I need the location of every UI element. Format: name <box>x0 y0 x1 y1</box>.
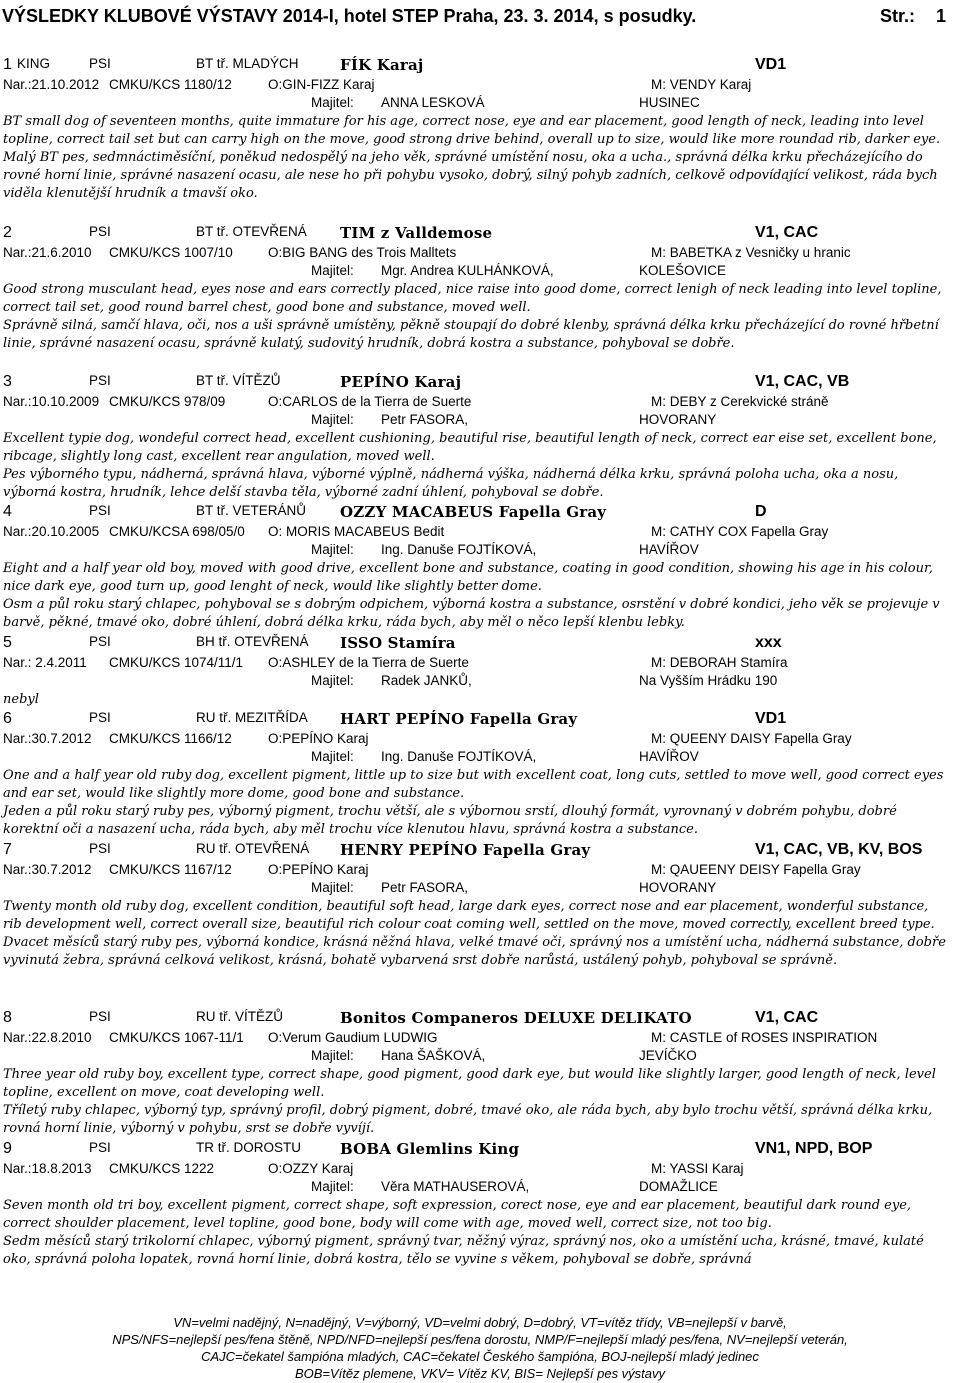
entry-title-row <box>3 56 955 77</box>
father-name: O:ASHLEY de la Tierra de Suerte <box>268 655 469 670</box>
registration-number: CMKU/KCS 1166/12 <box>109 731 232 746</box>
legend <box>0 1314 960 1382</box>
catalog-number: 4 <box>3 503 12 520</box>
dog-entry <box>3 710 955 839</box>
critique-czech: Správně silná, samčí hlava, oči, nos a uši správně umístěny, pěkně stoupají do dobré klenby, správná délka krku přecházející do rovné hřbetní linie, správné nasazení ocasu, správně kulatý, sudovitý hrudník, dobrá kostra a substance, pohyboval se dobře. <box>3 318 939 351</box>
critique-czech: Osm a půl roku starý chlapec, pohyboval se s dobrým odpichem, výborná kostra a substance, osrstění v dobré kondici, jeho věk se projevuje v barvě, pěkné, tmavé oko, dobré úhlení, dobrá délka krku, ráda bych, aby měl o něco lepší klenbu lebky. <box>3 597 940 630</box>
owner-place: HAVÍŘOV <box>639 749 699 764</box>
award-label: D <box>755 503 767 520</box>
owner-label: Majitel: <box>311 749 354 764</box>
entry-owner-row <box>3 542 955 560</box>
sex-label: KING <box>17 56 51 71</box>
owner-place: KOLEŠOVICE <box>639 263 727 278</box>
catalog-number: 3 <box>3 373 12 390</box>
owner-label: Majitel: <box>311 1048 354 1063</box>
class-label: RU tř. MEZITŘÍDA <box>196 710 308 725</box>
owner-name: Ing. Danuše FOJTÍKOVÁ, <box>381 749 537 764</box>
owner-name: Věra MATHAUSEROVÁ, <box>381 1179 530 1194</box>
dog-entry <box>3 634 955 709</box>
registration-number: CMKU/KCS 1180/12 <box>109 77 232 92</box>
dog-name: FÍK Karaj <box>340 56 424 74</box>
entry-pedigree-row <box>3 77 955 95</box>
owner-place: HAVÍŘOV <box>639 542 699 557</box>
registration-number: CMKU/KCS 1067-11/1 <box>109 1030 244 1045</box>
birth-date: Nar.:22.8.2010 <box>3 1030 92 1045</box>
class-label: BT tř. VÍTĚZŮ <box>196 373 281 388</box>
father-name: O:OZZY Karaj <box>268 1161 354 1176</box>
dog-entry <box>3 1140 955 1269</box>
dog-entry <box>3 841 955 970</box>
award-label: V1, CAC, VB, KV, BOS <box>755 841 923 858</box>
class-label: BT tř. MLADÝCH <box>196 56 299 71</box>
breed-label: PSI <box>89 634 111 649</box>
entry-owner-row <box>3 880 955 898</box>
owner-label: Majitel: <box>311 1179 354 1194</box>
critique-czech: Pes výborného typu, nádherná, správná hlava, výborné výplně, nádherná výška, nádherná délka krku, správná poloha ucha, oka a nosu, výborná kostra, hrudník, lehce delší stavba těla, výborné zadní úhlení, pohyboval se dobře. <box>3 467 899 500</box>
catalog-number: 5 <box>3 634 12 651</box>
critique-czech: Malý BT pes, sedmnáctiměsíční, poněkud nedospělý na jeho věk, správné umístění nosu, oka a ucha., správná délka krku přecházejícího do rovné horní linie, správné nasazení ocasu, ale nese ho při pohybu vysoko, dobrý, silný pohyb zadních, celkově odpovídající velikost, ráda bych viděla klenutější hrudník a tmavší oko. <box>3 150 938 201</box>
birth-date: Nar.:20.10.2005 <box>3 524 100 539</box>
award-label: VN1, NPD, BOP <box>755 1140 873 1157</box>
birth-date: Nar.:18.8.2013 <box>3 1161 92 1176</box>
entry-pedigree-row <box>3 245 955 263</box>
entry-title-row <box>3 1140 955 1161</box>
entry-title-row <box>3 373 955 394</box>
registration-number: CMKU/KCS 1222 <box>109 1161 215 1176</box>
dog-entry <box>3 56 955 203</box>
entry-owner-row <box>3 1179 955 1197</box>
owner-place: HOVORANY <box>639 880 717 895</box>
entry-pedigree-row <box>3 524 955 542</box>
class-label: BT tř. VETERÁNŮ <box>196 503 307 518</box>
legend-line: NPS/NFS=nejlepší pes/fena štěně, NPD/NFD=nejlepší pes/fena dorostu, NMP/F=nejlepší mladý pes/fena, NV=nejlepší veterán, <box>112 1332 848 1347</box>
dog-entry <box>3 224 955 353</box>
registration-number: CMKU/KCS 1007/10 <box>109 245 233 260</box>
class-label: BT tř. OTEVŘENÁ <box>196 224 307 239</box>
birth-date: Nar.:21.6.2010 <box>3 245 92 260</box>
entry-title-row <box>3 503 955 524</box>
catalog-number: 9 <box>3 1140 12 1157</box>
critique-english: Seven month old tri boy, excellent pigment, correct shape, soft expression, corect nose, eye and ear placement, beautiful dark round eye, correct shoulder placement, level topline, good bone, body will come with age, moved well, correct size, not too big. <box>3 1198 912 1231</box>
registration-number: CMKU/KCS 1167/12 <box>109 862 232 877</box>
mother-name: M: YASSI Karaj <box>651 1161 744 1176</box>
critique-english: Three year old ruby boy, excellent type, correct shape, good pigment, good dark eye, but would like slightly larger, good length of neck, level topline, excellent on move, coat developing well. <box>3 1067 936 1100</box>
dog-name: PEPÍNO Karaj <box>340 373 462 391</box>
birth-date: Nar.:10.10.2009 <box>3 394 100 409</box>
entry-title-row <box>3 634 955 655</box>
birth-date: Nar.:30.7.2012 <box>3 862 92 877</box>
class-label: RU tř. OTEVŘENÁ <box>196 841 310 856</box>
breed-label: PSI <box>89 56 111 71</box>
father-name: O:PEPÍNO Karaj <box>268 862 369 877</box>
catalog-number: 2 <box>3 224 12 241</box>
critique-english: Excellent typie dog, wondeful correct head, excellent cushioning, beautiful rise, beautiful length of neck, correct ear eise set, excellent bone, ribcage, slightly long cast, excellent rear angulation, moved well. <box>3 431 937 464</box>
entry-title-row <box>3 1009 955 1030</box>
award-label: VD1 <box>755 56 787 73</box>
entry-pedigree-row <box>3 394 955 412</box>
birth-date: Nar.:30.7.2012 <box>3 731 92 746</box>
award-label: VD1 <box>755 710 787 727</box>
entry-owner-row <box>3 673 955 691</box>
owner-name: Petr FASORA, <box>381 880 469 895</box>
critique-english: Eight and a half year old boy, moved with good drive, excellent bone and substance, coating in good condition, showing his age in his colour, nice dark eye, good turn up, good lenght of neck, would like slightly better dome. <box>3 561 933 594</box>
dog-name: BOBA Glemlins King <box>340 1140 520 1158</box>
catalog-number: 6 <box>3 710 12 727</box>
award-label: V1, CAC <box>755 1009 819 1026</box>
critique-czech: Jeden a půl roku starý ruby pes, výborný pigment, trochu větší, ale s výbornou srstí, dlouhý formát, vyrovnaný v dobrém pohybu, dobré korektní oči a nasazení ucha, ráda bych, aby měl trochu více klenutou hlavu, správná kostra a substance. <box>3 804 897 837</box>
entry-title-row <box>3 710 955 731</box>
owner-name: Petr FASORA, <box>381 412 469 427</box>
entry-pedigree-row <box>3 1030 955 1048</box>
breed-label: PSI <box>89 503 111 518</box>
critique-czech: Sedm měsíců starý trikolorní chlapec, výborný pigment, správný tvar, něžný výraz, správný nos, oko a umístění ucha, krásné, tmavé, kulaté oko, správná poloha lopatek, rovná horní linie, dobrá kostra, tělo se vyvine s věkem, pohyboval se dobře, správná <box>3 1234 924 1267</box>
mother-name: M: VENDY Karaj <box>651 77 752 92</box>
entry-owner-row <box>3 749 955 767</box>
owner-name: Hana ŠAŠKOVÁ, <box>381 1048 486 1063</box>
breed-label: PSI <box>89 373 111 388</box>
father-name: O:GIN-FIZZ Karaj <box>268 77 375 92</box>
father-name: O:BIG BANG des Trois Malltets <box>268 245 457 260</box>
owner-place: DOMAŽLICE <box>639 1179 718 1194</box>
catalog-number: 7 <box>3 841 12 858</box>
critique-english: Good strong musculant head, eyes nose and ears correctly placed, nice raise into good dome, correct lenigh of neck leading into level topline, correct tail set, good round barrel chest, good bone and substance, moved well. <box>3 282 942 315</box>
entry-owner-row <box>3 1048 955 1066</box>
class-label: TR tř. DOROSTU <box>196 1140 301 1155</box>
page-title: VÝSLEDKY KLUBOVÉ VÝSTAVY 2014-I, hotel STEP Praha, 23. 3. 2014, s posudky. <box>2 6 697 26</box>
owner-label: Majitel: <box>311 412 354 427</box>
entry-owner-row <box>3 412 955 430</box>
owner-label: Majitel: <box>311 673 354 688</box>
dog-entry <box>3 1009 955 1138</box>
owner-place: Na Vyšším Hrádku 190 <box>639 673 778 688</box>
owner-place: HUSINEC <box>639 95 700 110</box>
critique-english: BT small dog of seventeen months, quite immature for his age, correct nose, eye and ear placement, good length of neck, leading into level topline, correct tail set but can carry high on the move, good strong drive behind, overall up to size, would like more roundad rib, darker eye. <box>3 114 941 147</box>
dog-entry <box>3 373 955 502</box>
owner-label: Majitel: <box>311 95 354 110</box>
entry-pedigree-row <box>3 1161 955 1179</box>
owner-name: Ing. Danuše FOJTÍKOVÁ, <box>381 542 537 557</box>
entry-pedigree-row <box>3 862 955 880</box>
page-header <box>2 6 954 32</box>
mother-name: M: DEBORAH Stamíra <box>651 655 788 670</box>
breed-label: PSI <box>89 710 111 725</box>
class-label: RU tř. VÍTĚZŮ <box>196 1009 283 1024</box>
page-number: 1 <box>936 6 947 26</box>
registration-number: CMKU/KCS 1074/11/1 <box>109 655 244 670</box>
catalog-number: 1 <box>3 56 12 73</box>
critique-english: One and a half year old ruby dog, excellent pigment, little up to size but with excellent coat, long cuts, settled to move well, good correct eyes and ear set, would like slightly more dome, good bone and substance. <box>3 768 944 801</box>
owner-place: HOVORANY <box>639 412 717 427</box>
entry-pedigree-row <box>3 655 955 673</box>
critique-czech: Tříletý ruby chlapec, výborný typ, správný profil, dobrý pigment, dobré, tmavé oko, ale ráda bych, aby bylo trochu větší, správná délka krku, rovná horní linie, výborný v pohybu, srst se dobře vyvíjí. <box>3 1103 933 1136</box>
mother-name: M: BABETKA z Vesničky u hranic <box>651 245 851 260</box>
owner-label: Majitel: <box>311 880 354 895</box>
entry-owner-row <box>3 263 955 281</box>
breed-label: PSI <box>89 841 111 856</box>
father-name: O:Verum Gaudium LUDWIG <box>268 1030 438 1045</box>
owner-name: ANNA LESKOVÁ <box>381 95 485 110</box>
dog-name: TIM z Valldemose <box>340 224 493 242</box>
entry-title-row <box>3 224 955 245</box>
registration-number: CMKU/KCS 978/09 <box>109 394 226 409</box>
owner-name: Radek JANKŮ, <box>381 673 472 688</box>
mother-name: M: CASTLE of ROSES INSPIRATION <box>651 1030 878 1045</box>
dog-name: ISSO Stamíra <box>340 634 456 652</box>
birth-date: Nar.: 2.4.2011 <box>3 655 87 670</box>
registration-number: CMKU/KCSA 698/05/0 <box>109 524 245 539</box>
mother-name: M: CATHY COX Fapella Gray <box>651 524 829 539</box>
dog-name: HART PEPÍNO Fapella Gray <box>340 710 578 728</box>
dog-entry <box>3 503 955 632</box>
class-label: BH tř. OTEVŘENÁ <box>196 634 309 649</box>
dog-name: Bonitos Companeros DELUXE DELIKATO <box>340 1009 692 1027</box>
breed-label: PSI <box>89 1009 111 1024</box>
birth-date: Nar.:21.10.2012 <box>3 77 100 92</box>
owner-name: Mgr. Andrea KULHÁNKOVÁ, <box>381 263 554 278</box>
entry-owner-row <box>3 95 955 113</box>
father-name: O: MORIS MACABEUS Bedit <box>268 524 445 539</box>
breed-label: PSI <box>89 224 111 239</box>
award-label: V1, CAC <box>755 224 819 241</box>
legend-line: BOB=Vítěz plemene, VKV= Vítěz KV, BIS= Nejlepší pes výstavy <box>294 1366 666 1381</box>
father-name: O:CARLOS de la Tierra de Suerte <box>268 394 472 409</box>
dog-name: OZZY MACABEUS Fapella Gray <box>340 503 607 521</box>
mother-name: M: QUEENY DAISY Fapella Gray <box>651 731 852 746</box>
entry-title-row <box>3 841 955 862</box>
award-label: V1, CAC, VB <box>755 373 850 390</box>
critique-english: Twenty month old ruby dog, excellent condition, beautiful soft head, large dark eyes, correct nose and ear placement, wonderful substance, rib development well, correct overall size, beautiful rich colour coat coming well, settled on the move, moved correctly, excellent breed type. <box>3 899 935 932</box>
dog-name: HENRY PEPÍNO Fapella Gray <box>340 841 591 859</box>
owner-place: JEVÍČKO <box>639 1048 697 1063</box>
page-label: Str.: <box>880 6 916 26</box>
owner-label: Majitel: <box>311 542 354 557</box>
mother-name: M: DEBY z Cerekvické stráně <box>651 394 829 409</box>
owner-label: Majitel: <box>311 263 354 278</box>
award-label: xxx <box>755 634 782 651</box>
critique-czech: Dvacet měsíců starý ruby pes, výborná kondice, krásná něžná hlava, velké tmavé oči, správný nos a umístění ucha, nádherná substance, dobře vyvinutá žebra, správná celková velikost, krásná, bohatě vybarvená srst dobře narůstá, ustálený pohyb, pohyboval se správně. <box>3 935 946 968</box>
breed-label: PSI <box>89 1140 111 1155</box>
entry-pedigree-row <box>3 731 955 749</box>
absence-note: nebyl <box>3 692 39 707</box>
legend-line: VN=velmi nadějný, N=nadějný, V=výborný, VD=velmi dobrý, D=dobrý, VT=vítěz třídy, VB=nejlepší v barvě, <box>173 1315 787 1330</box>
catalog-number: 8 <box>3 1009 12 1026</box>
legend-line: CAJC=čekatel šampióna mladých, CAC=čekatel Českého šampióna, BOJ-nejlepší mladý jedinec <box>201 1349 759 1364</box>
father-name: O:PEPÍNO Karaj <box>268 731 369 746</box>
mother-name: M: QAUEENY DEISY Fapella Gray <box>651 862 861 877</box>
